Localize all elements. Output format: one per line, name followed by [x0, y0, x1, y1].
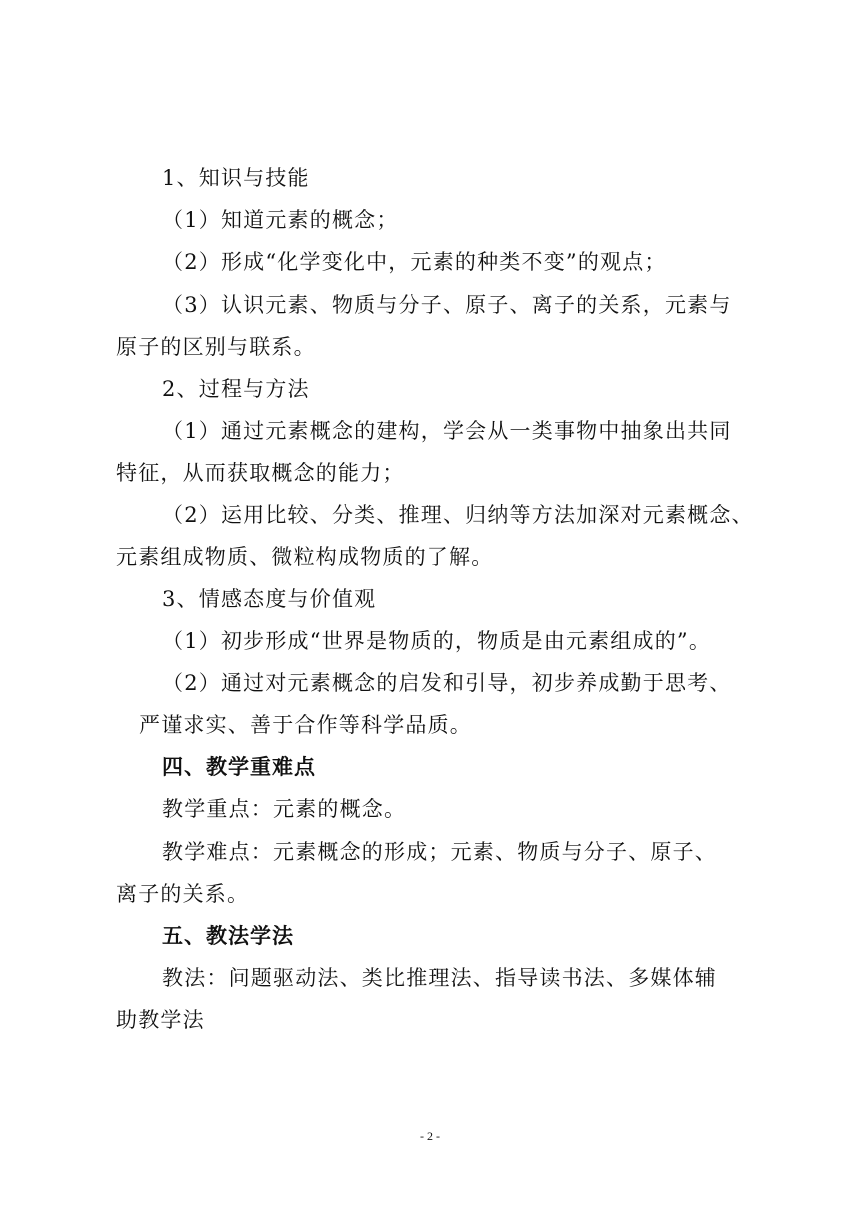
objective-knowledge-point-3-continued: 原子的区别与联系。 — [116, 335, 316, 359]
objective-process-point-2: （2）运用比较、分类、推理、归纳等方法加深对元素概念、 — [162, 503, 754, 527]
teaching-difficulty-continued: 离子的关系。 — [116, 882, 250, 906]
objective-process-point-1-continued: 特征，从而获取概念的能力； — [116, 461, 405, 485]
objective-knowledge-point-2: （2）形成“化学变化中，元素的种类不变”的观点； — [162, 250, 667, 274]
teaching-methods-line: 教法：问题驱动法、类比推理法、指导读书法、多媒体辅 — [162, 966, 717, 990]
section-heading-key-difficult-points: 四、教学重难点 — [162, 755, 316, 779]
objective-knowledge-point-3: （3）认识元素、物质与分子、原子、离子的关系，元素与 — [162, 293, 732, 317]
objective-process-point-2-continued: 元素组成物质、微粒构成物质的了解。 — [116, 545, 494, 569]
objective-values-point-1: （1）初步形成“世界是物质的，物质是由元素组成的”。 — [162, 629, 712, 653]
objective-process-point-1: （1）通过元素概念的建构，学会从一类事物中抽象出共同 — [162, 419, 732, 443]
objective-values-title: 3、情感态度与价值观 — [162, 587, 377, 611]
objective-process-title: 2、过程与方法 — [162, 377, 310, 401]
page-number: - 2 - — [420, 1129, 440, 1143]
objective-knowledge-title: 1、知识与技能 — [162, 166, 310, 190]
teaching-methods-continued: 助教学法 — [116, 1008, 205, 1032]
section-heading-teaching-methods: 五、教法学法 — [162, 924, 294, 948]
objective-values-point-2-continued: 严谨求实、善于合作等科学品质。 — [139, 713, 472, 737]
teaching-focus-line: 教学重点：元素的概念。 — [162, 797, 407, 821]
objective-knowledge-point-1: （1）知道元素的概念； — [162, 208, 399, 232]
teaching-difficulty-line: 教学难点：元素概念的形成；元素、物质与分子、原子、 — [162, 840, 717, 864]
objective-values-point-2: （2）通过对元素概念的启发和引导，初步养成勤于思考、 — [162, 671, 732, 695]
